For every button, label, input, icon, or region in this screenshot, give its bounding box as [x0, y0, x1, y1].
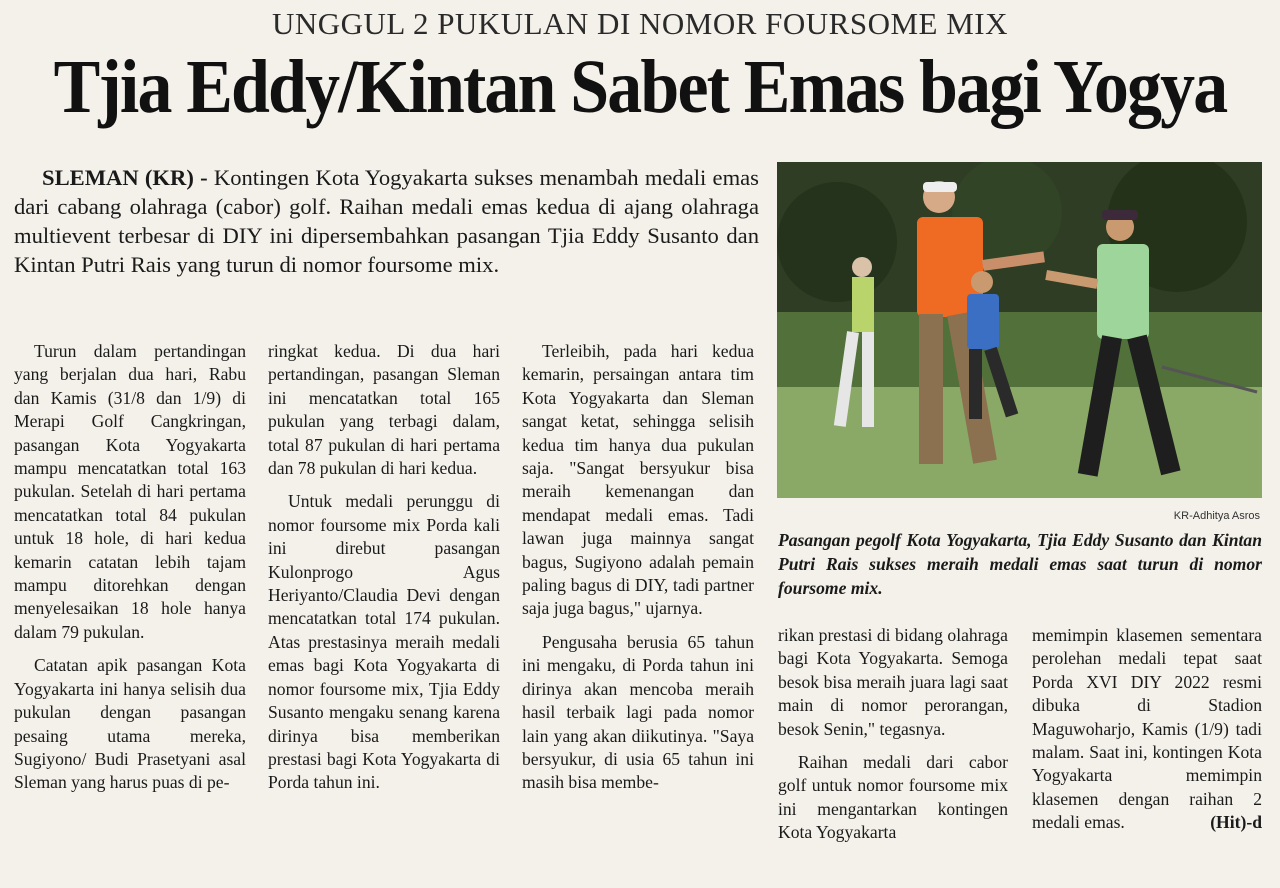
paragraph: Untuk medali perunggu di nomor foursome mix Porda kali ini direbut pasangan Kulonprogo Agus Heriyanto/Claudia Devi dengan mencatatkan total 174 pukulan. Atas prestasinya meraih medali emas bagi Kota Yogyakarta di nomor foursome mix, Tjia Eddy Susanto mengaku senang karena dirinya bisa memberikan prestasi bagi Kota Yogyakarta di Porda tahun ini. [268, 491, 500, 793]
paragraph: rikan prestasi di bidang olahraga bagi Kota Yogyakarta. Semoga besok bisa meraih juara lagi saat main di nomor perorangan, besok Senin," tegasnya. [778, 625, 1008, 739]
paragraph: ringkat kedua. Di dua hari pertandingan, pasangan Sleman ini mencatatkan total 165 pukulan yang terbagi dalam, total 87 pukulan di hari pertama dan 78 pukulan di hari kedua. [268, 341, 500, 479]
headline: Tjia Eddy/Kintan Sabet Emas bagi Yogya [53, 45, 1227, 129]
kicker: UNGGUL 2 PUKULAN DI NOMOR FOURSOME MIX [271, 6, 1009, 41]
signoff: (Hit)-d [1210, 812, 1262, 833]
dateline: SLEMAN (KR) - [42, 165, 208, 190]
article-column-2 [268, 340, 500, 805]
photo-credit: KR-Adhitya Asros [1173, 510, 1260, 522]
lead-text: Kontingen Kota Yogyakarta sukses menambah medali emas dari cabang olahraga (cabor) golf. Raihan medali emas kedua di ajang olahraga multievent terbesar di DIY ini dipersembahkan pasangan Tjia Eddy Susanto dan Kintan Putri Rais yang turun di nomor foursome mix. [14, 165, 759, 277]
photo-caption: Pasangan pegolf Kota Yogyakarta, Tjia Eddy Susanto dan Kintan Putri Rais sukses meraih medali emas saat turun di nomor foursome mix. [778, 530, 1262, 598]
article-column-3 [522, 340, 754, 805]
paragraph: Turun dalam pertandingan yang berjalan dua hari, Rabu dan Kamis (31/8 dan 1/9) di Merapi Golf Cangkringan, pasangan Kota Yogyakarta mampu mencatatkan total 163 pukulan. Setelah di hari pertama mencatatkan total 84 pukulan untuk 18 hole, di hari kedua kemarin catatan lebih tajam mampu ditorehkan dengan menyelesaikan 18 hole hanya dalam 79 pukulan. [14, 341, 246, 642]
paragraph: Catatan apik pasangan Kota Yogyakarta ini hanya selisih dua pukulan dengan pasangan pesaing utama mereka, Sugiyono/ Budi Prasetyani asal Sleman yang harus puas di pe- [14, 655, 246, 793]
article-column-1 [14, 340, 246, 805]
news-photo [777, 162, 1262, 498]
golfers-illustration [777, 162, 1262, 498]
paragraph: Raihan medali dari cabor golf untuk nomor foursome mix ini mengantarkan kontingen Kota Yogyakarta [778, 752, 1008, 843]
paragraph: Terleibih, pada hari kedua kemarin, persaingan antara tim Kota Yogyakarta dan Sleman sangat ketat, sehingga selisih kedua tim hanya dua pukulan saja. "Sangat bersyukur bisa meraih kemenangan dan mendapat medali emas. Tadi lawan juga mainnya sangat bagus, Sugiyono adalah pemain paling bagus di DIY, tadi partner saja juga bagus," ujarnya. [522, 341, 754, 619]
paragraph: Pengusaha berusia 65 tahun ini mengaku, di Porda tahun ini dirinya akan mencoba meraih hasil terbaik lagi pada nomor lain yang akan diikutinya. "Saya bersyukur, di usia 65 tahun ini masih bisa membe- [522, 631, 754, 793]
lead-paragraph [14, 163, 759, 279]
paragraph-text: memimpin klasemen sementara perolehan medali tepat saat Porda XVI DIY 2022 resmi dibuka di Stadion Maguwoharjo, Kamis (1/9) tadi malam. Saat ini, kontingen Kota Yogyakarta memimpin klasemen dengan raihan 2 medali emas. [1032, 625, 1262, 833]
article-column-5 [1032, 624, 1262, 845]
article-column-4 [778, 624, 1008, 855]
paragraph [1032, 624, 1262, 835]
